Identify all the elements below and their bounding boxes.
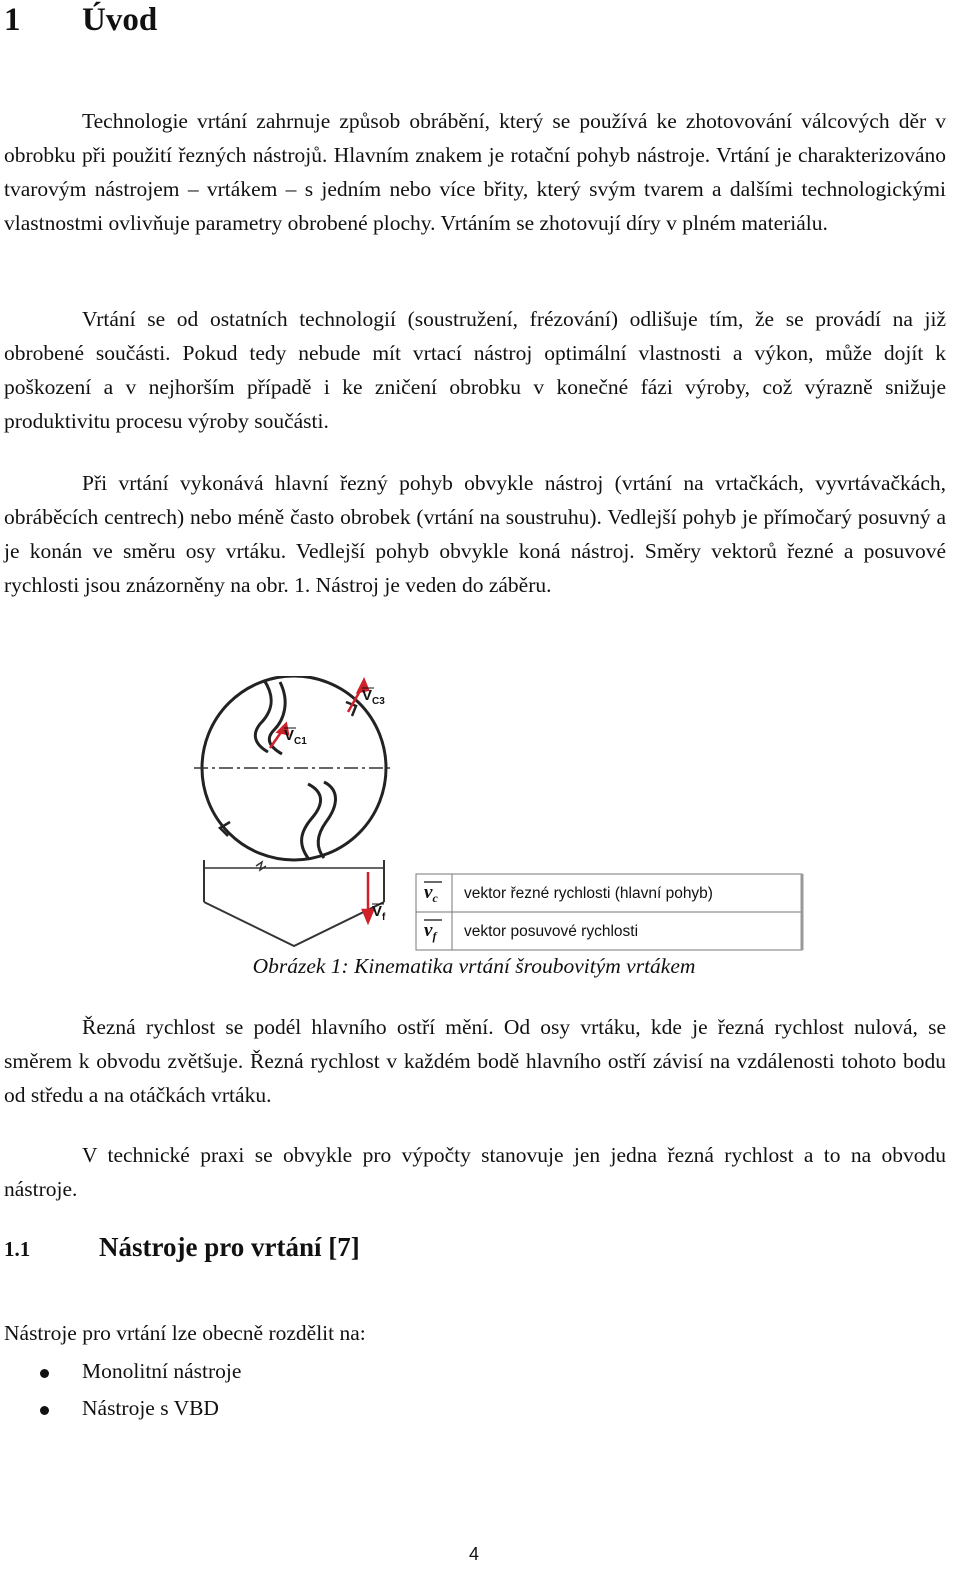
section-heading <box>4 1232 360 1263</box>
legend-symbol-vf: $v_f$ <box>424 920 437 943</box>
paragraph-5: V technické praxi se obvykle pro výpočty stanovuje jen jedna řezná rychlost a to na obvodu nástroje. <box>4 1143 946 1201</box>
legend-symbol-vc: $v_c$ <box>424 882 438 905</box>
paragraph-3: Při vrtání vykonává hlavní řezný pohyb obvykle nástroj (vrtání na vrtačkách, vyvrtávačkách, obráběcích centrech) nebo méně často obrobek (vrtání na soustruhu). Vedlejší pohyb je přímočarý posuvný a je konán ve směru osy vrtáku. Vedlejší pohyb obvykle koná nástroj. Směry vektorů řezné a posuvové rychlosti jsou znázorněny na obr. 1. Nástroj je veden do záběru. <box>4 471 946 597</box>
list-item: Nástroje s VBD <box>4 1389 241 1426</box>
chapter-title: Úvod <box>82 2 158 38</box>
section-title: Nástroje pro vrtání [7] <box>99 1232 360 1262</box>
figure-legend <box>416 874 802 950</box>
list-intro: Nástroje pro vrtání lze obecně rozdělit na: <box>4 1321 366 1345</box>
list-item: Monolitní nástroje <box>4 1352 241 1389</box>
chapter-heading <box>4 2 157 39</box>
bullet-icon <box>4 1354 82 1388</box>
section-number: 1.1 <box>4 1237 31 1261</box>
tool-list <box>4 1352 241 1426</box>
bullet-icon <box>4 1391 82 1425</box>
figure-caption: Obrázek 1: Kinematika vrtání šroubovitým vrtákem <box>252 954 696 978</box>
vc3-label: $V_{C3}$ <box>362 687 385 707</box>
legend-text-vc: vektor řezné rychlosti (hlavní pohyb) <box>464 885 713 902</box>
vf-label: $V_f$ <box>372 903 386 923</box>
chapter-number: 1 <box>4 2 21 38</box>
paragraph-4: Řezná rychlost se podél hlavního ostří mění. Od osy vrtáku, kde je řezná rychlost nulová, se směrem k obvodu zvětšuje. Řezná rychlost v každém bodě hlavního ostří závisí na vzdálenosti tohoto bodu od středu a na otáčkách vrtáku. <box>4 1015 946 1107</box>
vc1-label: $V_{C1}$ <box>284 727 307 747</box>
drill-kinematics-figure <box>180 676 810 952</box>
page-number: 4 <box>468 1544 479 1564</box>
legend-text-vf: vektor posuvové rychlosti <box>464 923 639 940</box>
paragraph-1: Technologie vrtání zahrnuje způsob obrábění, který se používá ke zhotovování válcových děr v obrobku při použití řezných nástrojů. Hlavním znakem je rotační pohyb nástroje. Vrtání je charakterizováno tvarovým nástrojem – vrtákem – s jedním nebo více břity, který svým tvarem a dalšími technologickými vlastnostmi ovlivňuje parametry obrobené plochy. Vrtáním se zhotovují díry v plném materiálu. <box>4 109 946 235</box>
paragraph-2: Vrtání se od ostatních technologií (soustružení, frézování) odlišuje tím, že se provádí na již obrobené součásti. Pokud tedy nebude mít vrtací nástroj optimální vlastnosti a výkon, může dojít k poškození a v nejhorším případě i ke zničení obrobku v konečné fázi výroby, což výrazně snižuje produktivitu procesu výroby součásti. <box>4 307 946 433</box>
